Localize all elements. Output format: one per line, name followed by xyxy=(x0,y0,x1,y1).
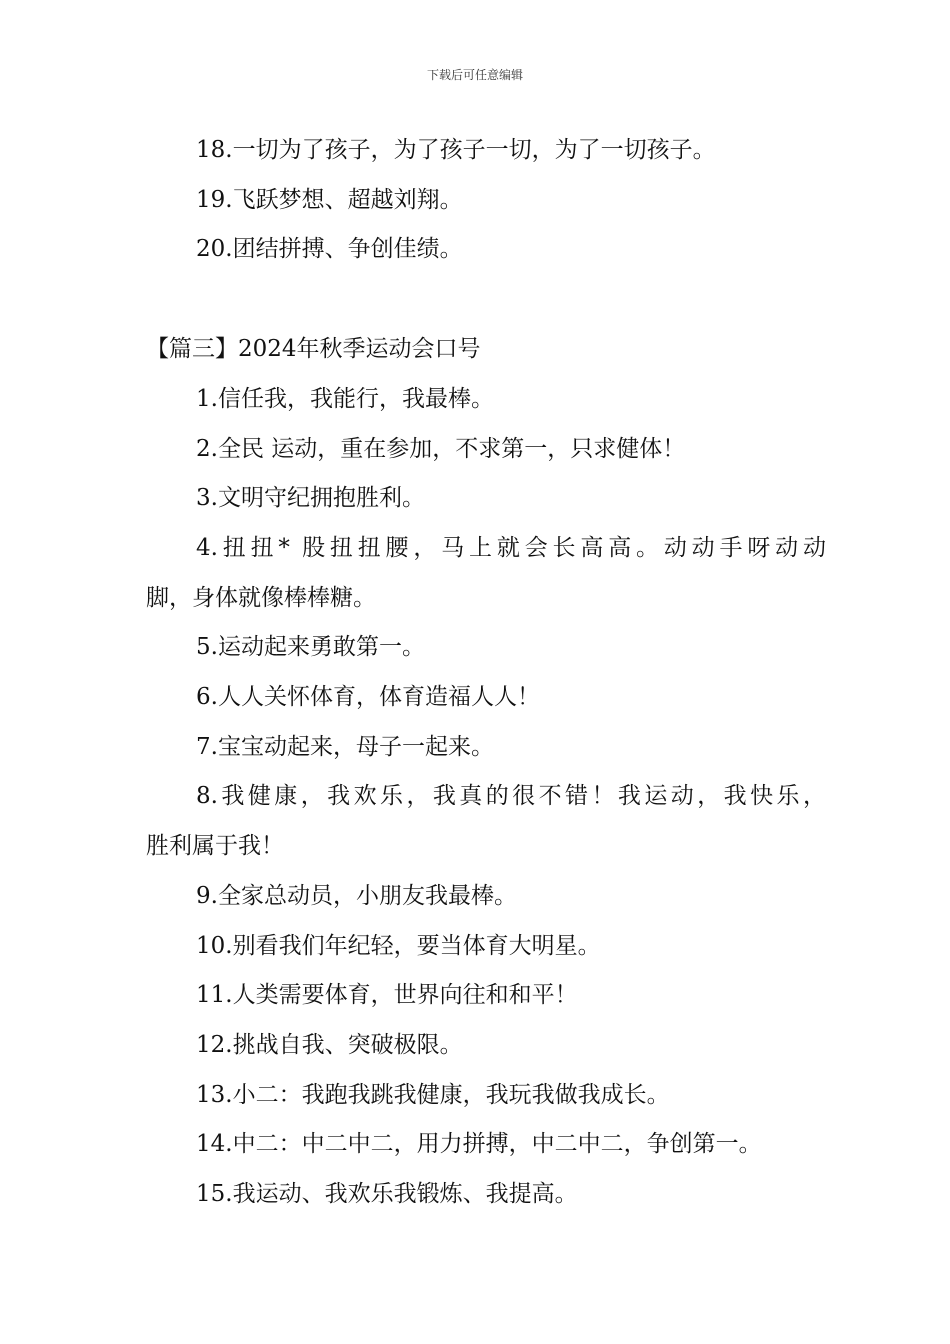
slogan-item: 12.挑战自我、突破极限。 xyxy=(196,1031,463,1058)
slogan-item: 9.全家总动员，小朋友我最棒。 xyxy=(196,882,517,909)
slogan-item: 7.宝宝动起来，母子一起来。 xyxy=(196,733,494,760)
slogan-item: 14.中二：中二中二，用力拼搏，中二中二，争创第一。 xyxy=(196,1131,762,1158)
document-body xyxy=(146,126,826,1220)
section-title: 【篇三】2024年秋季运动会口号 xyxy=(146,336,481,363)
slogan-item: 11.人类需要体育，世界向往和和平！ xyxy=(196,982,578,1009)
slogan-item: 6.人人关怀体育，体育造福人人！ xyxy=(196,684,540,711)
slogan-item-continuation: 脚，身体就像棒棒糖。 xyxy=(146,584,376,611)
slogan-item: 1.信任我，我能行，我最棒。 xyxy=(196,385,494,412)
slogan-item-continuation: 胜利属于我！ xyxy=(146,833,284,860)
slogan-item: 18.一切为了孩子，为了孩子一切，为了一切孩子。 xyxy=(196,137,716,163)
slogan-item: 5.运动起来勇敢第一。 xyxy=(196,634,425,661)
slogan-item: 13.小二：我跑我跳我健康，我玩我做我成长。 xyxy=(196,1081,670,1108)
header-note: 下载后可任意编辑 xyxy=(426,68,523,82)
section-gap xyxy=(146,275,826,325)
slogan-item: 3.文明守纪拥抱胜利。 xyxy=(196,485,425,512)
slogan-item: 2.全民 运动，重在参加，不求第一，只求健体！ xyxy=(196,435,686,462)
slogan-item: 15.我运动、我欢乐我锻炼、我提高。 xyxy=(196,1181,578,1208)
slogan-item: 19.飞跃梦想、超越刘翔。 xyxy=(196,186,463,213)
slogan-item: 4.扭扭* 股扭扭腰，马上就会长高高。动动手呀动动 xyxy=(196,534,826,561)
slogan-item: 8.我健康，我欢乐，我真的很不错！我运动，我快乐， xyxy=(196,783,826,810)
slogan-item: 20.团结拼搏、争创佳绩。 xyxy=(196,236,463,263)
slogan-item: 10.别看我们年纪轻，要当体育大明星。 xyxy=(196,932,601,959)
